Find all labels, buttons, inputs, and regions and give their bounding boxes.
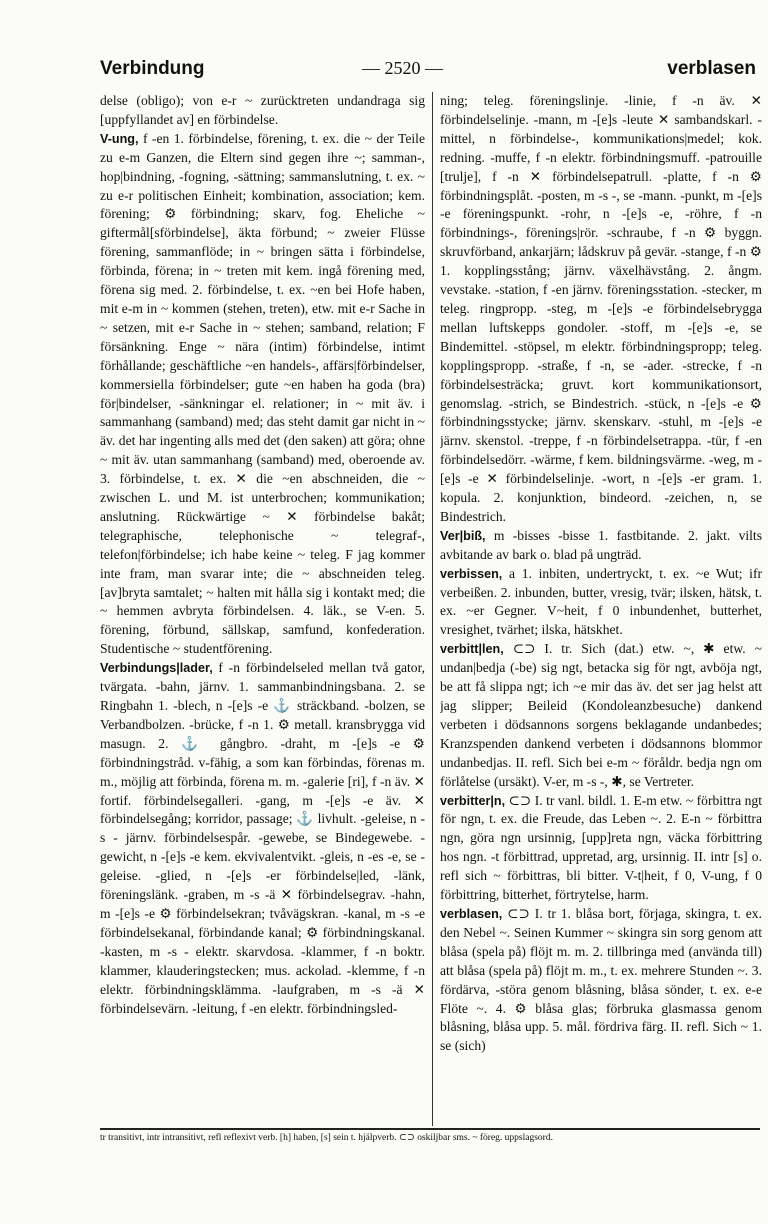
headword: V-ung,	[100, 131, 139, 146]
entry-text: f -en 1. förbindelse, förening, t. ex. die ~ der Teile zu e-m Ganzen, die Eltern sind gegen ihre ~; samman-, hop|bindning, -fogning, -sättning; sammanslutning, t. ex. ~ zu e-r politischen Einheit; kombination, association; kem. förening; ⚙ förbindning; skarv, fog. Eheliche ~ giftermål[sförbindelse], äkta förbund; ~ zweier Flüsse förening, sammanflöde; in ~ bringen sätta i förbindelse, förbinda, förena; in ~ treten mit kem. ingå förening med, förena sig med. 2. förbindelse, t. ex. ~en bei Hofe haben, mit e-m in ~ kommen (stehen, treten), etw. mit e-r Sache in ~ setzen, mit e-r Sache in ~ stehen; samband, relation; F försänkning. Enge ~ nära (intim) förbindelse, intimt förhållande; geschäftliche ~en handels-, affärs|förbindelser, kommersiella förbindelser; gute ~en haben ha goda (bra) för|bindelser, -sänkningar el. relationer; in ~ mit äv. i sammanhang (samband) med; das steht damit gar nicht in ~ äv. det har ingenting alls med det (den saken) att göra; ohne ~ mit äv. utan sammanhang (samband) med, oberoende av. 3. förbindelse, t. ex. ✕ die ~en abschneiden, die ~ zwischen L. und M. ist unterbrochen; kommunikation; anslutning. Rückwärtige ~ ✕ förbindelse bakåt; telegraphische, telephonische ~ telegraf-, telefon|förbindelse; ich habe keine ~ teleg. F jag kommer inte fram, man svarar inte; die ~ abschneiden teleg. [av]bryta samtalet; ~ halten mit hålla sig i kontakt med; die ~ hemmen avbryta förbindelsen. 4. läk., se V-en. 5. förening, förbund, sällskap, samfund, konfederation. Studentische ~ studentförening.	[100, 130, 425, 657]
entry-verbissen	[440, 565, 762, 641]
entry-verbitten	[440, 640, 762, 791]
headword: verbissen,	[440, 566, 503, 581]
entry-verbindung	[100, 130, 425, 659]
entry-text: ⊂⊃ I. tr 1. blåsa bort, förjaga, skingra, t. ex. den Nebel ~. Seinen Kummer ~ skingra sin sorg genom att blåsa (spela på) flöjt m. m. 2. tillbringa med (använda till) att blåsa (spela på) flöjt m. m., t. ex. mehrere Stunden ~. 3. fördärva, -störa genom blåsning, blåsa sönder, t. ex. e-e Flöte ~. 4. ⚙ blåsa glas; förbruka glasmassa genom blåsning, blåsa upp. 5. mål. fördriva färg. II. refl. Sich ~ 1. se (sich)	[440, 905, 762, 1054]
headword: verbitter|n,	[440, 793, 506, 808]
column-divider	[432, 92, 433, 1126]
entry-verbindungs	[100, 659, 425, 1018]
headword: verblasen,	[440, 906, 503, 921]
entry-text: f -n förbindelseled mellan två gator, tvärgata. -bahn, järnv. 1. sammanbindningsbana. 2. se Ringbahn 1. -blech, n -[e]s -e ⚓ sträckband. -bolzen, se Verbandbolzen. -brücke, f -n 1. ⚙ metall. kransbrygga vid masugn. 2. ⚓ gångbro. -draht, m -[e]s -e ⚙ förbindningstråd. v-fähig, a som kan förbindas, förenas m. m., möjlig att förbinda, förena m. m. -galerie [ri], f -n äv. ✕ fortif. förbindelsegalleri. -gang, m -[e]s -e äv. ✕ förbindelsegång; korridor, passage; ⚓ livhult. -geleise, n -s - järnv. förbindelsespår. -gewebe, se Bindegewebe. -gewicht, n -[e]s -e kem. ekvivalentvikt. -gleis, n -es -e, se -geleise. -glied, n -[e]s -er förbindelse|led, -länk, föreningslänk. -graben, m -s -ä ✕ förbindelsegrav. -hahn, m -[e]s -e ⚙ förbindelsekran; tvåvägskran. -kanal, m -s -e förbindelsekanal, förbindande kanal; ⚙ förbindningskanal. -kasten, m -s - elektr. skarvdosa. -klammer, f -n boktr. klammer, klauderingstecken; mus. ackolad. -klemme, f -n elektr. förbindningsklämma. -laufgraben, m -s -ä ✕ förbindelsevärn. -leitung, f -en elektr. förbindningsled-	[100, 660, 425, 1016]
entry-continuation	[440, 92, 762, 527]
headword: verbitt|len,	[440, 642, 504, 657]
entry-verblasen	[440, 905, 762, 1056]
left-column	[100, 92, 425, 1124]
entry-text: ning; teleg. föreningslinje. -linie, f -n äv. ✕ förbindelselinje. -mann, m -[e]s -leute ✕ sambandskarl. -mittel, n förbindelse-, kommunikations|medel; kok. redning. -muffe, f -n elektr. förbindningsmuff. -patrouille [trulje], f -n ✕ förbindelsepatrull. -platte, f -n ⚙ förbindningsplåt. -posten, m -s -, se -mann. -punkt, m -[e]s -e föreningspunkt. -rohr, n -[e]s -e, -röhre, f -n förbindnings-, förenings|rör. -schraube, f -n ⚙ byggn. skruvförband, ankarjärn; lådskruv på gevär. -stange, f -n ⚙ 1. kopplingsstång; järnv. växelhävstång. 2. ångm. vevstake. -station, f -en järnv. föreningsstation. -stecker, m teleg. ringpropp. -steg, m -[e]s -e förbindelsebrygga mellan luftskepps gondoler. -stoff, m -[e]s -e, se Bindemittel. -stöpsel, m elektr. förbindningspropp; teleg. kopplingspropp. -straße, f -n, se -ader. -strecke, f -n förbindelsesträcka; gruvt. kort kommunikationsort, genomslag. -strich, se Bindestrich. -stück, n -[e]s -e ⚙ förbindningsstycke; järnv. skenskarv. -stuhl, m -[e]s -e järnv. skenstol. -treppe, f -n förbindelsetrappa. -tür, f -en förbindelsedörr. -wärme, f kem. bildningsvärme. -weg, m -[e]s -e ✕ förbindelselinje. -wort, n -[e]s -er gram. 1. kopula. 2. konjunktion, bindeord. -zeichen, n, se Bindestrich.	[440, 93, 762, 524]
page-number: — 2520 —	[362, 58, 443, 78]
entry-text: ⊂⊃ I. tr. Sich (dat.) etw. ~, ✱ etw. ~ undan|bedja (-be) sig ngt, betacka sig för ngt, avböja ngt, be att få slippa ngt; ich ~e mir das äv. det ser jag helst att jag slipper; Beileid (Kondoleanzbesuche) dankend verbeten i dödsannons sorgens beklagande undanbedes; Kranzspenden dankend verbeten i dödsannons blommor undanbedjas. II. refl. Sich bei e-m ~ föråldr. bedja ngn om förlåtelse (ursäkt). V-er, m -s -, ✱, se Vertreter.	[440, 641, 762, 789]
entry-text: m -bisses -bisse 1. fastbitande. 2. jakt. vilts avbitande av bark o. blad på ungträd.	[440, 527, 762, 562]
footer-rule	[100, 1128, 760, 1130]
entry-verbiss	[440, 527, 762, 565]
right-column	[440, 92, 762, 1124]
entry-continuation	[100, 92, 425, 130]
header-first-word: Verbindung	[100, 58, 205, 79]
headword: Verbindungs|lader,	[100, 661, 213, 676]
entry-text: delse (obligo); von e-r ~ zurücktreten undandraga sig [uppfyllandet av] en förbindelse.	[100, 93, 425, 127]
page-header	[100, 58, 756, 88]
abbreviation-legend: tr transitivt, intr intransitivt, refl reflexivt verb. [h] haben, [s] sein t. hjälpverb. ⊂⊃ oskiljbar sms. ~ föreg. uppslagsord.	[100, 1133, 553, 1143]
header-last-word: verblasen	[667, 58, 756, 79]
entry-verbittern	[440, 792, 762, 905]
entry-text: a 1. inbiten, undertryckt, t. ex. ~e Wut; ifr verbeißen. 2. inbunden, butter, vresig, tvär; ilsken, hätsk, t. ex. ~er Gegner. V~heit, f 0 inbundenhet, butterhet, vresighet, tvärhet; ilska, hätskhet.	[440, 565, 762, 638]
entry-text: ⊂⊃ I. tr vanl. bildl. 1. E-m etw. ~ förbittra ngt för ngn, t. ex. die Freude, das Leben ~. 2. E-n ~ förbittra ngn, göra ngn ursinnig, [upp]reta ngn, väcka förbittring hos ngn. -t förbittrad, uppretad, arg, ursinnig. II. intr [s] o. refl sich ~ förbittras, bli bitter. V-t|heit, f 0, V-ung, f 0 förbittring, bitterhet, förtrytelse, harm.	[440, 792, 762, 903]
headword: Ver|biß,	[440, 528, 486, 543]
